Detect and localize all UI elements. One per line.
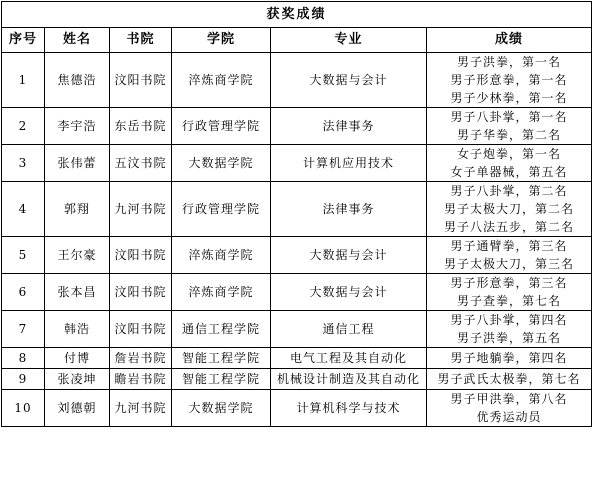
- student-name: [45, 311, 110, 348]
- college-name: [172, 145, 271, 182]
- achievement-line: 男子华拳，第二名: [457, 128, 562, 142]
- achievement-line: 男子八卦掌，第一名: [450, 110, 568, 124]
- table-row: [2, 369, 592, 390]
- table-row: [2, 274, 592, 311]
- college-name: [172, 53, 271, 108]
- achievement-line: 女子炮拳，第一名: [457, 147, 562, 161]
- major-name: [271, 182, 427, 237]
- student-name: [45, 369, 110, 390]
- college-name-text: 淬炼商学院: [188, 285, 254, 299]
- college-name-text: 行政管理学院: [181, 202, 260, 216]
- achievement-line: 男子形意拳，第三名: [450, 276, 568, 290]
- student-name-text: 王尔豪: [57, 248, 97, 262]
- major-name: [271, 53, 427, 108]
- major-name: [271, 390, 427, 427]
- major-name-text: 通信工程: [322, 322, 375, 336]
- row-number: [2, 311, 45, 348]
- academy-name: [110, 53, 172, 108]
- achievement-line: 男子地躺拳，第四名: [450, 351, 568, 365]
- major-name-text: 机械设计制造及其自动化: [276, 372, 420, 386]
- achievement-line: 男子太极大刀，第二名: [444, 202, 575, 216]
- row-number-text: 10: [14, 401, 32, 415]
- student-name-text: 韩浩: [63, 322, 90, 336]
- column-header-major: 专业: [271, 28, 427, 53]
- college-name-text: 大数据学院: [188, 401, 254, 415]
- college-name-text: 淬炼商学院: [188, 73, 254, 87]
- college-name: [172, 274, 271, 311]
- table-row: [2, 311, 592, 348]
- achievement-line: 男子通臂拳，第三名: [450, 239, 568, 253]
- academy-name: [110, 348, 172, 369]
- academy-name: [110, 145, 172, 182]
- table-title: 获奖成绩: [2, 2, 592, 28]
- title-row: [2, 2, 592, 28]
- achievements-cell: [427, 274, 592, 311]
- row-number-text: 1: [18, 73, 28, 87]
- student-name: [45, 53, 110, 108]
- major-name: [271, 369, 427, 390]
- achievement-line: 男子洪拳，第五名: [457, 331, 562, 345]
- academy-name: [110, 311, 172, 348]
- column-header-achievements: 成绩: [427, 28, 592, 53]
- table-row: [2, 53, 592, 108]
- row-number-text: 3: [18, 156, 28, 170]
- academy-name: [110, 390, 172, 427]
- major-name-text: 电气工程及其自动化: [289, 351, 407, 365]
- academy-name-text: 汶阳书院: [114, 248, 167, 262]
- student-name-text: 张伟蕾: [57, 156, 97, 170]
- row-number-text: 8: [18, 351, 28, 365]
- student-name-text: 郭翔: [63, 202, 90, 216]
- academy-name-text: 汶阳书院: [114, 73, 167, 87]
- row-number-text: 6: [18, 285, 28, 299]
- award-results-table: [1, 1, 592, 427]
- academy-name-text: 汶阳书院: [114, 285, 167, 299]
- table-row: [2, 182, 592, 237]
- college-name: [172, 108, 271, 145]
- academy-name-text: 东岳书院: [114, 119, 167, 133]
- major-name-text: 大数据与会计: [309, 285, 388, 299]
- achievements-cell: [427, 108, 592, 145]
- table-body: [2, 53, 592, 427]
- student-name-text: 焦德浩: [57, 73, 97, 87]
- major-name-text: 法律事务: [322, 119, 375, 133]
- college-name-text: 智能工程学院: [181, 351, 260, 365]
- major-name: [271, 237, 427, 274]
- college-name: [172, 182, 271, 237]
- major-name: [271, 108, 427, 145]
- row-number: [2, 274, 45, 311]
- student-name-text: 李宇浩: [57, 119, 97, 133]
- college-name-text: 通信工程学院: [181, 322, 260, 336]
- achievement-line: 男子少林拳，第一名: [450, 91, 568, 105]
- table-row: [2, 108, 592, 145]
- college-name: [172, 237, 271, 274]
- row-number-text: 9: [18, 372, 28, 386]
- row-number: [2, 108, 45, 145]
- row-number: [2, 53, 45, 108]
- header-row: [2, 28, 592, 53]
- student-name: [45, 348, 110, 369]
- table-row: [2, 348, 592, 369]
- column-header-name: 姓名: [45, 28, 110, 53]
- student-name: [45, 237, 110, 274]
- academy-name-text: 瞻岩书院: [114, 372, 167, 386]
- student-name-text: 张凌坤: [57, 372, 97, 386]
- table-row: [2, 390, 592, 427]
- college-name-text: 智能工程学院: [181, 372, 260, 386]
- table-row: [2, 145, 592, 182]
- achievement-line: 优秀运动员: [476, 410, 542, 424]
- college-name: [172, 311, 271, 348]
- major-name: [271, 348, 427, 369]
- column-header-no: 序号: [2, 28, 45, 53]
- academy-name: [110, 369, 172, 390]
- college-name: [172, 390, 271, 427]
- achievements-cell: [427, 145, 592, 182]
- column-header-college: 学院: [172, 28, 271, 53]
- achievement-line: 男子八法五步，第二名: [444, 220, 575, 234]
- achievement-line: 男子八卦掌，第二名: [450, 184, 568, 198]
- student-name-text: 付博: [63, 351, 90, 365]
- achievement-line: 男子形意拳，第一名: [450, 73, 568, 87]
- major-name: [271, 311, 427, 348]
- college-name-text: 大数据学院: [188, 156, 254, 170]
- achievements-cell: [427, 237, 592, 274]
- achievement-line: 男子武氏太极拳，第七名: [437, 372, 581, 386]
- major-name: [271, 274, 427, 311]
- achievement-line: 男子洪拳，第一名: [457, 55, 562, 69]
- college-name-text: 行政管理学院: [181, 119, 260, 133]
- row-number: [2, 145, 45, 182]
- academy-name: [110, 108, 172, 145]
- student-name-text: 刘德朝: [57, 401, 97, 415]
- achievements-cell: [427, 182, 592, 237]
- row-number: [2, 182, 45, 237]
- achievements-cell: [427, 348, 592, 369]
- row-number-text: 7: [18, 322, 28, 336]
- row-number: [2, 348, 45, 369]
- achievements-cell: [427, 390, 592, 427]
- academy-name-text: 五汶书院: [114, 156, 167, 170]
- row-number: [2, 369, 45, 390]
- student-name: [45, 145, 110, 182]
- major-name-text: 大数据与会计: [309, 248, 388, 262]
- row-number-text: 5: [18, 248, 28, 262]
- major-name-text: 法律事务: [322, 202, 375, 216]
- row-number: [2, 237, 45, 274]
- academy-name-text: 九河书院: [114, 401, 167, 415]
- academy-name-text: 詹岩书院: [114, 351, 167, 365]
- student-name: [45, 182, 110, 237]
- achievements-cell: [427, 53, 592, 108]
- row-number-text: 4: [18, 202, 28, 216]
- academy-name: [110, 274, 172, 311]
- achievement-line: 男子太极大刀，第三名: [444, 257, 575, 271]
- college-name-text: 淬炼商学院: [188, 248, 254, 262]
- student-name-text: 张本昌: [57, 285, 97, 299]
- table-row: [2, 237, 592, 274]
- achievements-cell: [427, 311, 592, 348]
- academy-name: [110, 237, 172, 274]
- achievement-line: 男子查拳，第七名: [457, 294, 562, 308]
- student-name: [45, 390, 110, 427]
- major-name-text: 计算机科学与技术: [296, 401, 401, 415]
- major-name-text: 大数据与会计: [309, 73, 388, 87]
- achievement-line: 女子单器械，第五名: [450, 165, 568, 179]
- major-name: [271, 145, 427, 182]
- achievements-cell: [427, 369, 592, 390]
- academy-name-text: 九河书院: [114, 202, 167, 216]
- row-number: [2, 390, 45, 427]
- student-name: [45, 274, 110, 311]
- college-name: [172, 369, 271, 390]
- academy-name-text: 汶阳书院: [114, 322, 167, 336]
- row-number-text: 2: [18, 119, 28, 133]
- major-name-text: 计算机应用技术: [302, 156, 394, 170]
- student-name: [45, 108, 110, 145]
- academy-name: [110, 182, 172, 237]
- achievement-line: 男子八卦掌，第四名: [450, 313, 568, 327]
- college-name: [172, 348, 271, 369]
- achievement-line: 男子甲洪拳，第八名: [450, 392, 568, 406]
- column-header-academy: 书院: [110, 28, 172, 53]
